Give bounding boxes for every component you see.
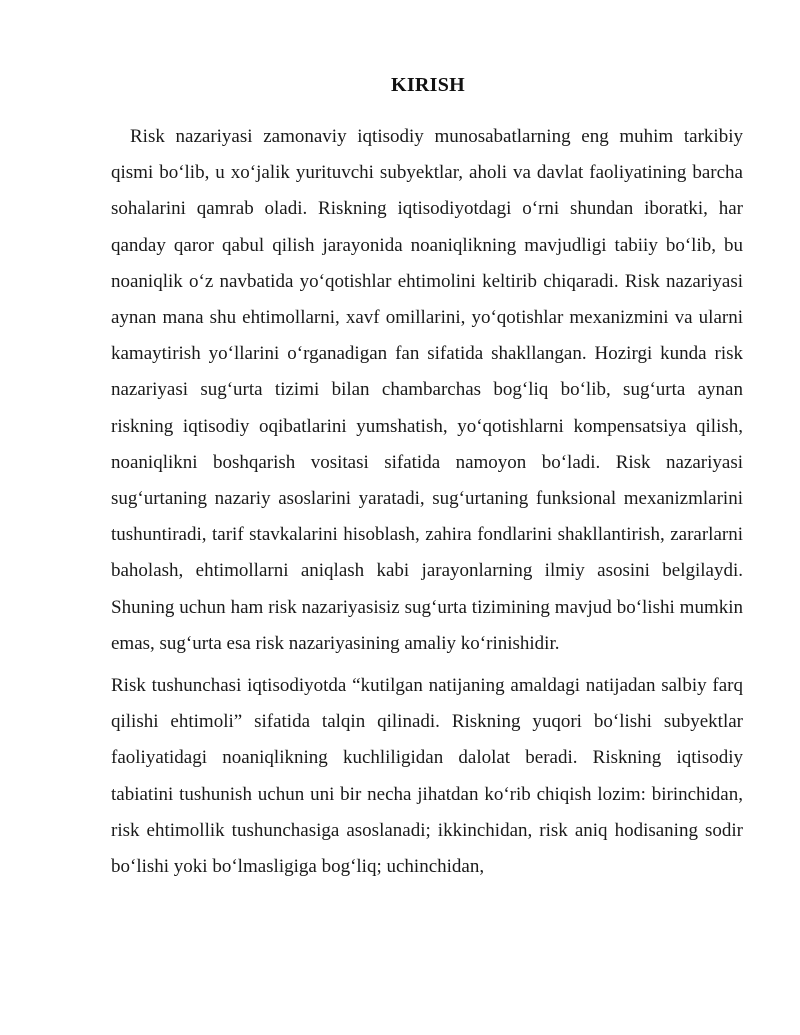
paragraph: Risk nazariyasi zamonaviy iqtisodiy munosabatlarning eng muhim tarkibiy qismi bo‘lib, u xo‘jalik yurituvchi subyektlar, aholi va davlat faoliyatining barcha sohalarini qamrab oladi. Riskning iqtisodiyotdagi o‘rni shundan iboratki, har qanday qaror qabul qilish jarayonida noaniqlikning mavjudligi tabiiy bo‘lib, bu noaniqlik o‘z navbatida yo‘qotishlar ehtimolini keltirib chiqaradi. Risk nazariyasi aynan mana shu ehtimollarni, xavf omillarini, yo‘qotishlar mexanizmini va ularni kamaytirish yo‘llarini o‘rganadigan fan sifatida shakllangan. Hozirgi kunda risk nazariyasi sug‘urta tizimi bilan chambarchas bog‘liq bo‘lib, sug‘urta aynan riskning iqtisodiy oqibatlarini yumshatish, yo‘qotishlarni kompensatsiya qilish, noaniqlikni boshqarish vositasi sifatida namoyon bo‘ladi. Risk nazariyasi sug‘urtaning nazariy asoslarini yaratadi, sug‘urtaning funksional mexanizmlarini tushuntiradi, tarif stavkalarini hisoblash, zahira fondlarini shakllantirish, zararlarni baholash, ehtimollarni aniqlash kabi jarayonlarning ilmiy asosini belgilaydi. Shuning uchun ham risk nazariyasisiz sug‘urta tizimining mavjud bo‘lishi mumkin emas, sug‘urta esa risk nazariyasining amaliy ko‘rinishidir. — [111, 126, 743, 654]
page-title: KIRISH — [390, 74, 466, 96]
paragraph: Risk tushunchasi iqtisodiyotda “kutilgan natijaning amaldagi natijadan salbiy farq qilishi ehtimoli” sifatida talqin qilinadi. Riskning yuqori bo‘lishi subyektlar faoliyatidagi noaniqlikning kuchliligidan dalolat beradi. Riskning iqtisodiy tabiatini tushunish uchun uni bir necha jihatdan ko‘rib chiqish lozim: birinchidan, risk ehtimollik tushunchasiga asoslanadi; ikkinchidan, risk aniq hodisaning sodir bo‘lishi yoki bo‘lmasligiga bog‘liq; uchinchidan, — [111, 675, 743, 878]
document-body — [111, 119, 743, 885]
